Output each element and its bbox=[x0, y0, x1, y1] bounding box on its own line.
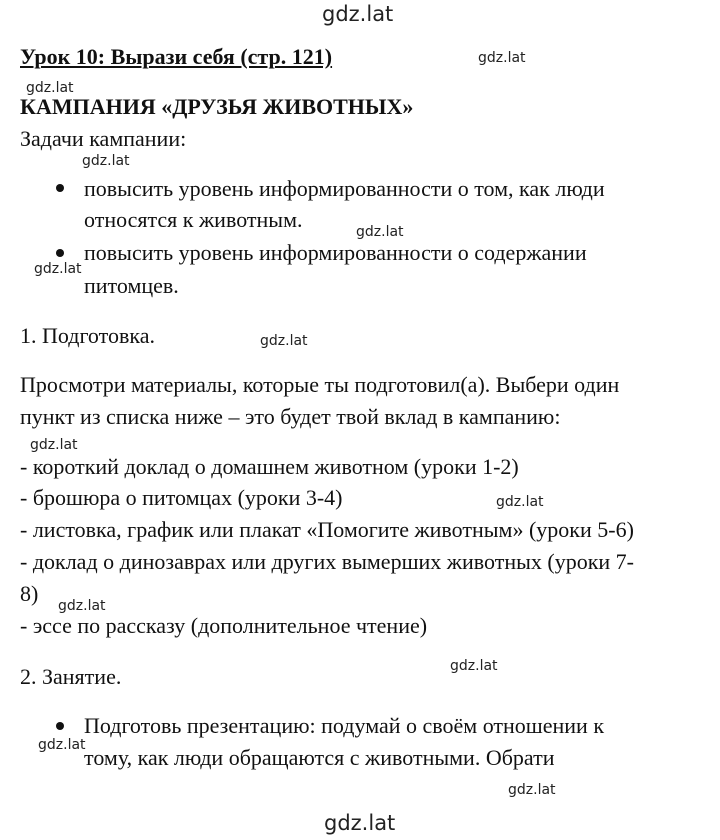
campaign-heading: КАМПАНИЯ «ДРУЗЬЯ ЖИВОТНЫХ» bbox=[20, 94, 414, 119]
list-item: - эссе по рассказу (дополнительное чтение) bbox=[20, 613, 428, 638]
watermark: gdz.lat bbox=[58, 598, 106, 614]
watermark: gdz.lat bbox=[38, 737, 86, 753]
list-item: - короткий доклад о домашнем животном (уроки 1-2) bbox=[20, 454, 519, 479]
list-item: - доклад о динозаврах или других вымерших животных (уроки 7- bbox=[20, 549, 634, 574]
paragraph-line: Подготовь презентацию: подумай о своём отношении к bbox=[84, 713, 605, 738]
watermark: gdz.lat bbox=[508, 782, 556, 798]
watermark: gdz.lat bbox=[356, 224, 404, 240]
watermark: gdz.lat bbox=[26, 80, 74, 96]
list-item: - брошюра о питомцах (уроки 3-4) bbox=[20, 485, 343, 510]
task-line: питомцев. bbox=[84, 273, 179, 298]
watermark: gdz.lat bbox=[34, 261, 82, 277]
list-item: 8) bbox=[20, 581, 39, 606]
watermark: gdz.lat bbox=[324, 811, 396, 835]
task-line: относятся к животным. bbox=[84, 207, 303, 232]
bullet-icon bbox=[56, 722, 64, 730]
task-line: повысить уровень информированности о содержании bbox=[84, 240, 587, 265]
paragraph-line: Просмотри материалы, которые ты подготовил(а). Выбери один bbox=[20, 372, 620, 397]
watermark: gdz.lat bbox=[322, 2, 394, 26]
section-title: 2. Занятие. bbox=[20, 664, 122, 689]
page-title: Урок 10: Вырази себя (стр. 121) bbox=[20, 44, 333, 69]
task-line: повысить уровень информированности о том, как люди bbox=[84, 176, 605, 201]
list-item: - листовка, график или плакат «Помогите животным» (уроки 5-6) bbox=[20, 517, 634, 542]
watermark: gdz.lat bbox=[450, 658, 498, 674]
paragraph-line: пункт из списка ниже – это будет твой вклад в кампанию: bbox=[20, 404, 561, 429]
paragraph-line: тому, как люди обращаются с животными. Обрати bbox=[84, 745, 555, 770]
bullet-icon bbox=[56, 249, 64, 257]
section-title: 1. Подготовка. bbox=[20, 323, 155, 348]
watermark: gdz.lat bbox=[82, 153, 130, 169]
watermark: gdz.lat bbox=[478, 50, 526, 66]
watermark: gdz.lat bbox=[30, 437, 78, 453]
watermark: gdz.lat bbox=[260, 333, 308, 349]
watermark: gdz.lat bbox=[496, 494, 544, 510]
bullet-icon bbox=[56, 184, 64, 192]
tasks-label: Задачи кампании: bbox=[20, 126, 187, 151]
